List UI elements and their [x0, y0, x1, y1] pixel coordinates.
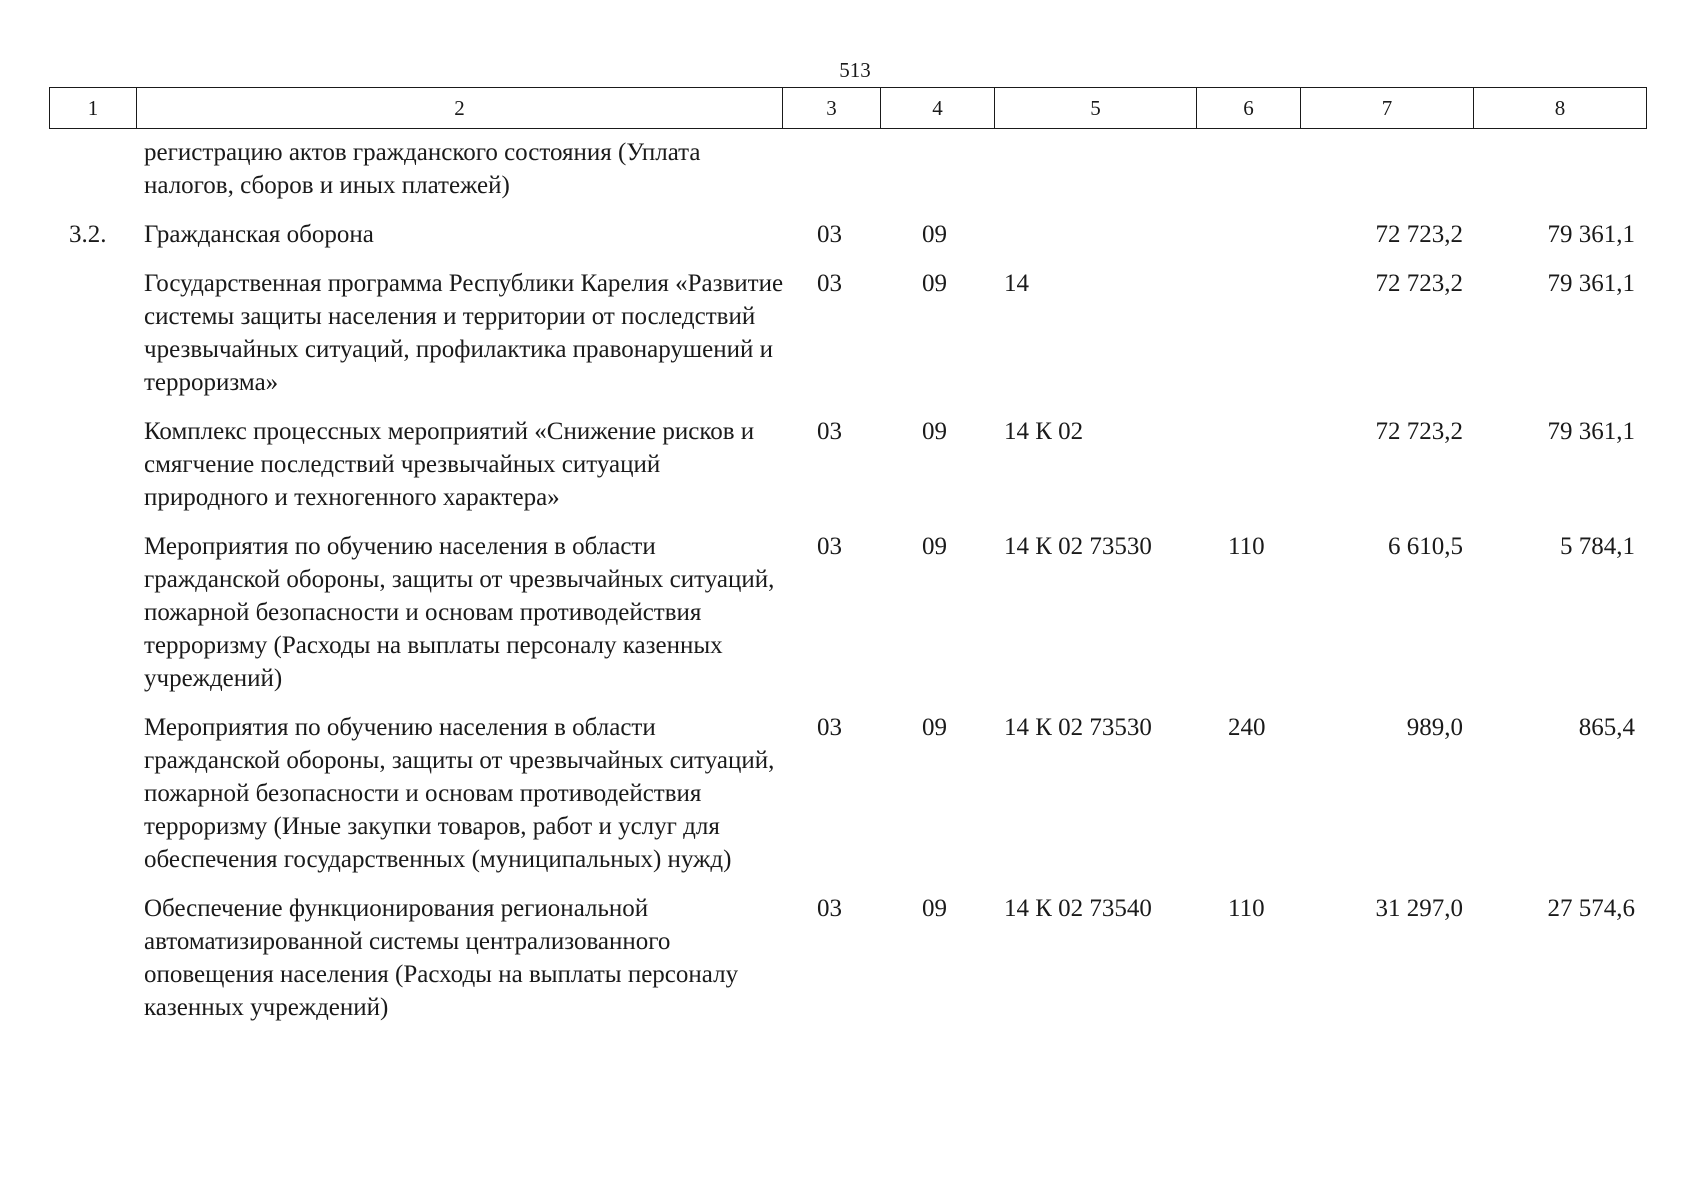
column-header-table	[49, 87, 1647, 129]
table-row	[49, 267, 1646, 399]
row-description: Государственная программа Республики Карелия «Развитие системы защиты населения и территории от последствий чрезвычайных ситуаций, профилактика правонарушений и терроризма»	[144, 270, 784, 396]
column-header-row	[50, 88, 1647, 129]
row-number: 3.2.	[69, 221, 107, 248]
row-expense-type: 240	[1228, 714, 1266, 741]
row-description: регистрацию актов гражданского состояния (Уплата налогов, сборов и иных платежей)	[144, 139, 701, 199]
row-amount-2: 27 574,6	[1547, 895, 1635, 922]
row-amount-1: 72 723,2	[1375, 270, 1463, 297]
column-header-2: 2	[137, 88, 783, 129]
row-amount-1: 989,0	[1406, 714, 1463, 741]
row-section: 03	[817, 533, 842, 560]
row-amount-2: 5 784,1	[1560, 533, 1635, 560]
row-subsection: 09	[922, 714, 947, 741]
row-target-article: 14 К 02 73540	[1004, 895, 1152, 922]
row-target-article: 14 К 02 73530	[1004, 714, 1152, 741]
table-row	[49, 711, 1646, 876]
row-section: 03	[817, 714, 842, 741]
table-row	[49, 415, 1646, 514]
table-body	[49, 136, 1646, 1024]
column-header-5: 5	[995, 88, 1197, 129]
table-row	[49, 892, 1646, 1024]
table-row	[49, 136, 1646, 202]
row-section: 03	[817, 221, 842, 248]
row-target-article: 14 К 02 73530	[1004, 533, 1152, 560]
row-section: 03	[817, 895, 842, 922]
page-number: 513	[839, 58, 871, 82]
row-amount-2: 79 361,1	[1547, 270, 1635, 297]
row-subsection: 09	[922, 418, 947, 445]
row-amount-1: 72 723,2	[1375, 418, 1463, 445]
row-subsection: 09	[922, 895, 947, 922]
row-description: Обеспечение функционирования региональной автоматизированной системы централизованного оповещения населения (Расходы на выплаты персоналу казенных учреждений)	[144, 895, 739, 1021]
row-subsection: 09	[922, 221, 947, 248]
row-amount-1: 72 723,2	[1375, 221, 1463, 248]
table-row	[49, 218, 1646, 251]
row-amount-2: 79 361,1	[1547, 418, 1635, 445]
column-header-7: 7	[1301, 88, 1474, 129]
row-description: Мероприятия по обучению населения в области гражданской обороны, защиты от чрезвычайных ситуаций, пожарной безопасности и основам противодействия терроризму (Иные закупки товаров, работ и услуг для обеспечения государственных (муниципальных) нужд)	[144, 714, 775, 873]
row-section: 03	[817, 270, 842, 297]
row-expense-type: 110	[1228, 895, 1265, 922]
row-amount-2: 79 361,1	[1547, 221, 1635, 248]
row-expense-type: 110	[1228, 533, 1265, 560]
row-target-article: 14 К 02	[1004, 418, 1084, 445]
column-header-1: 1	[50, 88, 137, 129]
row-section: 03	[817, 418, 842, 445]
row-amount-1: 6 610,5	[1388, 533, 1463, 560]
table-row	[49, 530, 1646, 695]
row-description: Комплекс процессных мероприятий «Снижение рисков и смягчение последствий чрезвычайных ситуаций природного и техногенного характера»	[144, 418, 755, 511]
row-amount-1: 31 297,0	[1375, 895, 1463, 922]
column-header-3: 3	[783, 88, 881, 129]
row-target-article: 14	[1004, 270, 1029, 297]
row-subsection: 09	[922, 270, 947, 297]
row-amount-2: 865,4	[1578, 714, 1635, 741]
column-header-6: 6	[1197, 88, 1301, 129]
column-header-8: 8	[1474, 88, 1647, 129]
column-header-4: 4	[881, 88, 995, 129]
row-subsection: 09	[922, 533, 947, 560]
row-description: Гражданская оборона	[144, 221, 374, 248]
row-description: Мероприятия по обучению населения в области гражданской обороны, защиты от чрезвычайных ситуаций, пожарной безопасности и основам противодействия терроризму (Расходы на выплаты персоналу казенных учреждений)	[144, 533, 775, 692]
